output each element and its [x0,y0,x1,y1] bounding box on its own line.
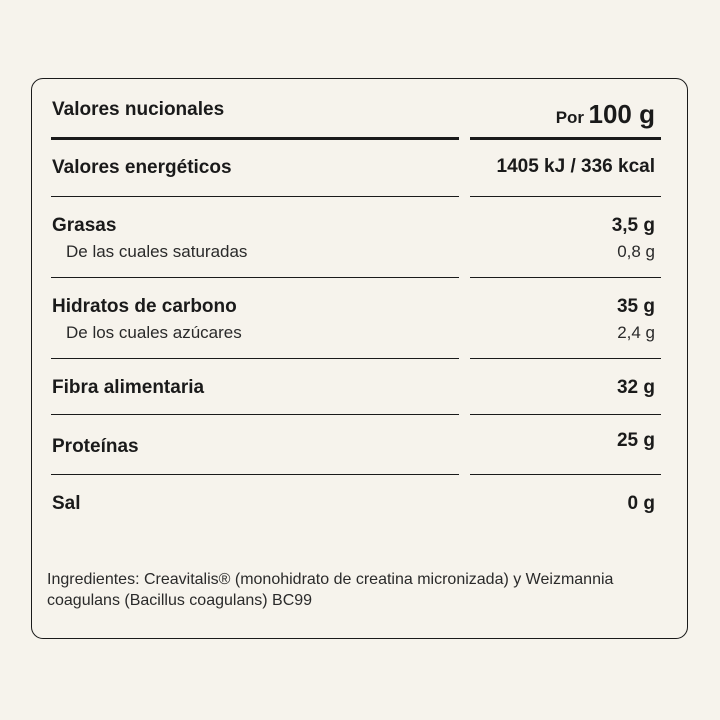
per-amount: 100 g [588,99,655,129]
header-divider-left [51,137,459,140]
fiber-value: 32 g [616,377,655,398]
ingredients-text: Ingredientes: Creavitalis® (monohidrato de creatina micronizada) y Weizmannia coagulans (Bacillus coagulans) BC99 [47,571,614,609]
fat-value: 3,5 g [611,215,655,236]
salt-value: 0 g [627,493,655,514]
row-divider-right [470,196,661,197]
salt-label: Sal [52,493,81,514]
per-unit-header [556,99,655,130]
row-divider-right [470,414,661,415]
saturated-fat-label: De las cuales saturadas [66,242,248,261]
protein-label: Proteínas [52,436,139,457]
carbohydrates-value: 35 g [616,296,655,317]
table-title: Valores nucionales [52,99,225,120]
nutrition-facts-card [31,78,688,639]
sugars-label: De los cuales azúcares [66,323,242,342]
energy-value: 1405 kJ / 336 kcal [496,156,655,177]
fiber-label: Fibra alimentaria [52,377,205,398]
energy-label: Valores energéticos [52,157,232,178]
fat-label: Grasas [52,215,117,236]
carbohydrates-label: Hidratos de carbono [52,296,237,317]
row-divider-left [51,474,459,475]
sugars-value: 2,4 g [617,323,655,342]
row-divider-left [51,414,459,415]
row-divider-right [470,277,661,278]
row-divider-left [51,358,459,359]
header-divider-right [470,137,661,140]
protein-value: 25 g [616,430,655,451]
row-divider-right [470,358,661,359]
saturated-fat-value: 0,8 g [617,242,655,261]
row-divider-right [470,474,661,475]
row-divider-left [51,277,459,278]
row-divider-left [51,196,459,197]
per-prefix: Por [555,108,585,127]
